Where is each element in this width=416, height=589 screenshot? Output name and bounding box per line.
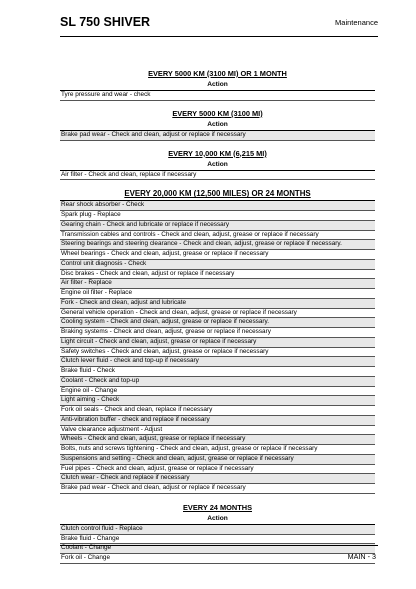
page-number: MAIN - 3 xyxy=(347,552,376,561)
table-row: Brake pad wear - Check and clean, adjust or replace if necessary xyxy=(60,484,375,494)
table-row: Bolts, nuts and screws tightening - Check and clean, adjust, grease or replace if necessary xyxy=(60,445,375,455)
table-row: Wheel bearings - Check and clean, adjust, grease or replace if necessary xyxy=(60,250,375,260)
table-row: Engine oil filter - Replace xyxy=(60,289,375,299)
table-row: Clutch control fluid - Replace xyxy=(60,525,375,535)
table-row: Coolant - Check and top-up xyxy=(60,377,375,387)
table-row: Fork oil seals - Check and clean, replace if necessary xyxy=(60,406,375,416)
section-5000km xyxy=(60,108,375,141)
section-10000km xyxy=(60,148,375,181)
table-row: Spark plug - Replace xyxy=(60,211,375,221)
action-header: Action xyxy=(60,80,375,91)
section-name: Maintenance xyxy=(335,18,378,27)
table-row: Transmission cables and controls - Check and clean, adjust, grease or replace if necessary xyxy=(60,231,375,241)
table-row: Disc brakes - Check and clean, adjust or replace if necessary xyxy=(60,270,375,280)
header-divider xyxy=(60,36,378,37)
table-row: Anti-vibration buffer - check and replace if necessary xyxy=(60,416,375,426)
section-title: EVERY 5000 KM (3100 MI) OR 1 MONTH xyxy=(148,69,287,78)
table-row: Clutch lever fluid - check and top-up if necessary xyxy=(60,357,375,367)
action-header: Action xyxy=(60,120,375,131)
table-row: Fuel pipes - Check and clean, adjust, grease or replace if necessary xyxy=(60,465,375,475)
table-row: Air filter - Replace xyxy=(60,279,375,289)
table-row: Cooling system - Check and clean, adjust, grease or replace if necessary. xyxy=(60,318,375,328)
table-row: Air filter - Check and clean, replace if necessary xyxy=(60,171,375,181)
table-row: General vehicle operation - Check and clean, adjust, grease or replace if necessary xyxy=(60,309,375,319)
section-24months xyxy=(60,502,375,564)
table-row: Rear shock absorber - Check xyxy=(60,201,375,211)
table-row: Light aiming - Check xyxy=(60,396,375,406)
table-row: Safety switches - Check and clean, adjust, grease or replace if necessary xyxy=(60,348,375,358)
section-title: EVERY 20,000 KM (12,500 MILES) OR 24 MONTHS xyxy=(60,187,375,201)
table-row: Fork oil - Change xyxy=(60,554,375,564)
action-header: Action xyxy=(60,514,375,525)
page-header xyxy=(60,15,378,37)
section-20000km-24months xyxy=(60,187,375,494)
table-row: Fork - Check and clean, adjust and lubricate xyxy=(60,299,375,309)
table-row: Tyre pressure and wear - check xyxy=(60,91,375,101)
table-row: Light circuit - Check and clean, adjust, grease or replace if necessary xyxy=(60,338,375,348)
table-row: Engine oil - Change xyxy=(60,387,375,397)
section-title: EVERY 10,000 KM (6,215 MI) xyxy=(168,148,267,158)
section-title: EVERY 24 MONTHS xyxy=(183,502,252,512)
table-row: Brake fluid - Change xyxy=(60,535,375,545)
table-row: Control unit diagnosis - Check xyxy=(60,260,375,270)
table-row: Gearing chain - Check and lubricate or replace if necessary xyxy=(60,221,375,231)
table-row: Brake pad wear - Check and clean, adjust or replace if necessary xyxy=(60,131,375,141)
document-title: SL 750 SHIVER xyxy=(60,15,151,29)
section-title: EVERY 5000 KM (3100 MI) xyxy=(172,108,263,118)
table-row: Valve clearance adjustment - Adjust xyxy=(60,426,375,436)
table-row: Braking systems - Check and clean, adjust, grease or replace if necessary xyxy=(60,328,375,338)
action-header: Action xyxy=(60,160,375,171)
table-row: Brake fluid - Check xyxy=(60,367,375,377)
table-row: Steering bearings and steering clearance - Check and clean, adjust, grease or replace if necessary. xyxy=(60,240,375,250)
table-row: Coolant - Change xyxy=(60,544,375,554)
maintenance-schedule xyxy=(60,68,375,564)
table-row: Clutch wear - Check and replace if necessary xyxy=(60,474,375,484)
section-5000km-1month xyxy=(60,68,375,101)
table-row: Suspensions and setting - Check and clean, adjust, grease or replace if necessary xyxy=(60,455,375,465)
table-row: Wheels - Check and clean, adjust, grease or replace if necessary xyxy=(60,435,375,445)
footer-divider xyxy=(60,545,378,546)
